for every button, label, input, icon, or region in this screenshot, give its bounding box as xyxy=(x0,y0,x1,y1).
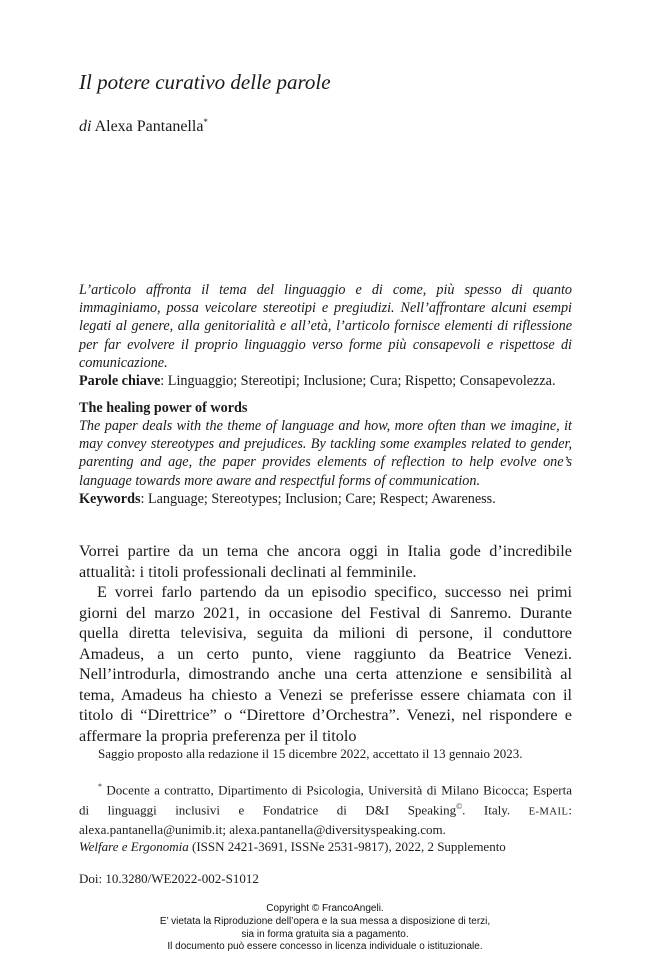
footnote-affiliation: Docente a contratto, Dipartimento di Psicologia, Università di Milano Bicocca; Esperta di linguaggi inclusivi e Fondatrice di D&I Speaking xyxy=(79,782,573,818)
copyright-line-3: sia in forma gratuita sia a pagamento. xyxy=(241,928,409,940)
author-footnote-mark: * xyxy=(203,117,208,127)
footnote-email: : alexa.pantanella@unimib.it; alexa.pantanella@diversityspeaking.com. xyxy=(79,802,573,837)
author-prefix: di xyxy=(79,118,92,135)
keywords-english-label: Keywords xyxy=(79,490,141,507)
keywords-english-list: : Language; Stereotypes; Inclusion; Care; Respect; Awareness. xyxy=(140,490,496,507)
keywords-english xyxy=(79,490,572,508)
body-paragraph-1: Vorrei partire da un tema che ancora oggi in Italia gode d’incredibile attualità: i titoli professionali declinati al femminile. xyxy=(79,542,572,581)
article-title: Il potere curativo delle parole xyxy=(79,70,331,94)
abstract-italian xyxy=(79,281,572,390)
keywords-italian xyxy=(79,372,572,390)
journal-info xyxy=(79,838,572,855)
footnote-copyright-mark: © xyxy=(456,802,463,812)
body-text xyxy=(79,541,572,746)
journal-details: (ISSN 2421-3691, ISSNe 2531-9817), 2022, 2 Supplemento xyxy=(188,839,506,854)
copyright-line-4: Il documento può essere concesso in licenza individuale o istituzionale. xyxy=(167,941,483,953)
footnote-mark: * xyxy=(98,782,102,791)
abstract-italian-text: L’articolo affronta il tema del linguaggio e di come, più spesso di quanto immaginiamo, possa veicolare stereotipi e pregiudizi. Nell’affrontare alcuni esempi legati al genere, alla genitorialità e all’età, l’articolo fornisce elementi di riflessione per far evolvere il proprio linguaggio verso forme più consapevoli e rispettose di comunicazione. xyxy=(79,282,572,371)
doi: Doi: 10.3280/WE2022-002-S1012 xyxy=(79,871,259,886)
footnote-email-label: E-MAIL xyxy=(528,806,569,818)
journal-name: Welfare e Ergonomia xyxy=(79,839,189,854)
body-paragraph-2: E vorrei farlo partendo da un episodio specifico, successo nei primi giorni del marzo 2021, in occasione del Festival di Sanremo. Durante quella diretta televisiva, seguita da milioni di persone, il conduttore Amadeus, a un certo punto, viene raggiunto da Beatrice Venezi. Nell’introdurla, dimostrando anche una certa attenzione e sensibilità al tema, Amadeus ha chiesto a Venezi se preferisse essere chiamata con il titolo di “Direttrice” o “Direttore d’Orchestra”. Venezi, nel rispondere e affermare la propria preferenza per il titolo xyxy=(79,583,572,745)
abstract-english xyxy=(79,417,572,508)
submission-note: Saggio proposto alla redazione il 15 dicembre 2022, accettato il 13 gennaio 2023. xyxy=(98,746,523,761)
copyright-line-1: Copyright © FrancoAngeli. xyxy=(266,903,384,914)
article-author xyxy=(79,118,208,136)
copyright-line-2: E’ vietata la Riproduzione dell’opera e la sua messa a disposizione di terzi, xyxy=(159,915,491,927)
english-title: The healing power of words xyxy=(79,400,248,416)
copyright-notice xyxy=(0,903,650,954)
author-name: Alexa Pantanella xyxy=(94,118,204,135)
footnote-country: . Italy. xyxy=(462,802,511,818)
keywords-italian-list: : Linguaggio; Stereotipi; Inclusione; Cura; Rispetto; Consapevolezza. xyxy=(160,373,556,390)
author-footnote xyxy=(79,778,572,838)
keywords-italian-label: Parole chiave xyxy=(79,373,161,390)
abstract-english-text: The paper deals with the theme of language and how, more often than we imagine, it may convey stereotypes and prejudices. By tackling some examples related to gender, parenting and age, the paper provides elements of reflection to help evolve one’s language towards more aware and respectful forms of communication. xyxy=(79,418,572,489)
